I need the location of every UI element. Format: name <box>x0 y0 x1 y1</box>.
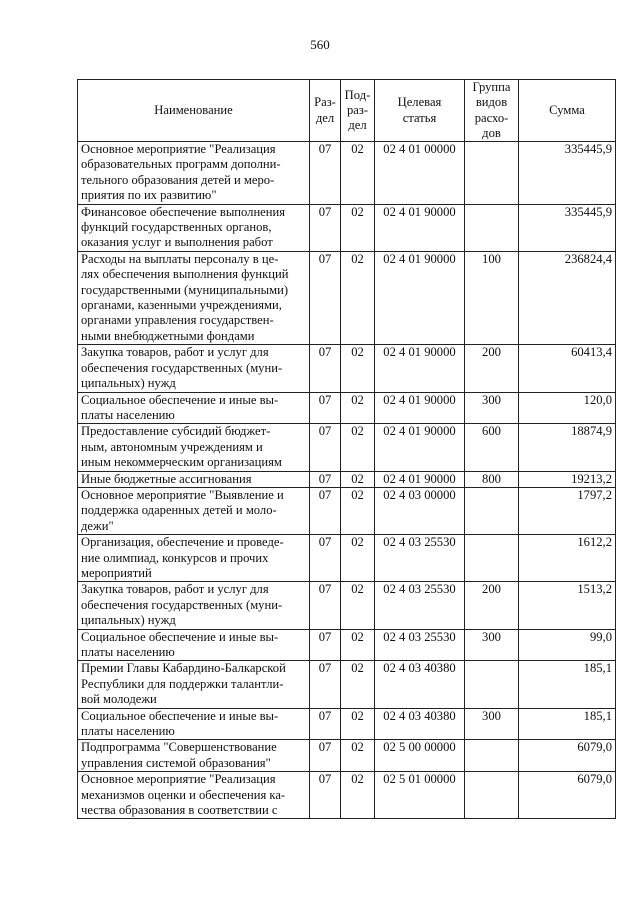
row-subsection: 02 <box>341 471 375 487</box>
table-row <box>78 345 616 392</box>
row-name: Закупка товаров, работ и услуг для обеспечения государственных (муни- ципальных) нужд <box>78 582 310 629</box>
row-section: 07 <box>310 582 341 629</box>
row-article: 02 4 01 90000 <box>375 471 465 487</box>
row-article: 02 4 03 40380 <box>375 708 465 740</box>
header-subsection: Под- раз- дел <box>341 80 375 142</box>
header-sum: Сумма <box>519 80 616 142</box>
row-section: 07 <box>310 204 341 251</box>
row-group: 800 <box>465 471 519 487</box>
row-name: Иные бюджетные ассигнования <box>78 471 310 487</box>
table-header-row <box>78 80 616 142</box>
row-article: 02 4 01 90000 <box>375 345 465 392</box>
row-group: 300 <box>465 392 519 424</box>
row-sum: 185,1 <box>519 708 616 740</box>
row-section: 07 <box>310 708 341 740</box>
table-row <box>78 582 616 629</box>
row-sum: 6079,0 <box>519 740 616 772</box>
row-name: Основное мероприятие "Реализация механизмов оценки и обеспечения ка- чества образования в соответствии с <box>78 772 310 819</box>
row-group: 100 <box>465 251 519 344</box>
row-sum: 19213,2 <box>519 471 616 487</box>
row-group: 300 <box>465 708 519 740</box>
row-section: 07 <box>310 740 341 772</box>
row-subsection: 02 <box>341 251 375 344</box>
row-article: 02 5 00 00000 <box>375 740 465 772</box>
row-section: 07 <box>310 142 341 205</box>
row-subsection: 02 <box>341 424 375 471</box>
row-name: Расходы на выплаты персоналу в це- лях обеспечения выполнения функций государственными (муниципальными) органами, казенными учреждениями, органами управления государствен- ными внебюджетными фондами <box>78 251 310 344</box>
row-subsection: 02 <box>341 142 375 205</box>
row-group <box>465 487 519 534</box>
row-subsection: 02 <box>341 629 375 661</box>
row-subsection: 02 <box>341 661 375 708</box>
row-article: 02 4 01 90000 <box>375 204 465 251</box>
row-sum: 335445,9 <box>519 204 616 251</box>
row-group: 200 <box>465 582 519 629</box>
table-row <box>78 772 616 819</box>
row-article: 02 4 03 40380 <box>375 661 465 708</box>
header-name: Наименование <box>78 80 310 142</box>
row-article: 02 4 03 25530 <box>375 582 465 629</box>
row-name: Организация, обеспечение и проведе- ние олимпиад, конкурсов и прочих мероприятий <box>78 535 310 582</box>
table-row <box>78 204 616 251</box>
table-row <box>78 424 616 471</box>
table-row <box>78 251 616 344</box>
row-name: Основное мероприятие "Реализация образовательных программ дополни- тельного образования детей и меро- приятия по их развитию" <box>78 142 310 205</box>
row-name: Социальное обеспечение и иные вы- платы населению <box>78 392 310 424</box>
row-section: 07 <box>310 345 341 392</box>
row-section: 07 <box>310 424 341 471</box>
row-subsection: 02 <box>341 487 375 534</box>
budget-table <box>77 79 616 819</box>
row-name: Подпрограмма "Совершенствование управления системой образования" <box>78 740 310 772</box>
table-row <box>78 629 616 661</box>
row-article: 02 4 03 25530 <box>375 629 465 661</box>
row-name: Социальное обеспечение и иные вы- платы населению <box>78 708 310 740</box>
table-row <box>78 661 616 708</box>
row-article: 02 4 03 25530 <box>375 535 465 582</box>
row-sum: 120,0 <box>519 392 616 424</box>
row-article: 02 4 01 90000 <box>375 251 465 344</box>
row-sum: 18874,9 <box>519 424 616 471</box>
row-group <box>465 535 519 582</box>
table-body <box>78 142 616 819</box>
row-sum: 1797,2 <box>519 487 616 534</box>
row-group: 600 <box>465 424 519 471</box>
header-group: Группа видов расхо- дов <box>465 80 519 142</box>
table-row <box>78 708 616 740</box>
row-article: 02 4 01 90000 <box>375 424 465 471</box>
table-row <box>78 392 616 424</box>
row-sum: 6079,0 <box>519 772 616 819</box>
row-group: 200 <box>465 345 519 392</box>
table-row <box>78 471 616 487</box>
row-sum: 335445,9 <box>519 142 616 205</box>
row-name: Социальное обеспечение и иные вы- платы населению <box>78 629 310 661</box>
row-subsection: 02 <box>341 740 375 772</box>
table-row <box>78 535 616 582</box>
row-name: Основное мероприятие "Выявление и поддержка одаренных детей и моло- дежи" <box>78 487 310 534</box>
row-name: Премии Главы Кабардино-Балкарской Республики для поддержки талантли- вой молодежи <box>78 661 310 708</box>
row-section: 07 <box>310 629 341 661</box>
row-section: 07 <box>310 251 341 344</box>
row-section: 07 <box>310 487 341 534</box>
row-subsection: 02 <box>341 582 375 629</box>
row-subsection: 02 <box>341 204 375 251</box>
row-name: Закупка товаров, работ и услуг для обеспечения государственных (муни- ципальных) нужд <box>78 345 310 392</box>
row-group <box>465 661 519 708</box>
row-sum: 236824,4 <box>519 251 616 344</box>
row-name: Финансовое обеспечение выполнения функций государственных органов, оказания услуг и выполнения работ <box>78 204 310 251</box>
row-article: 02 5 01 00000 <box>375 772 465 819</box>
row-article: 02 4 03 00000 <box>375 487 465 534</box>
row-article: 02 4 01 00000 <box>375 142 465 205</box>
row-group <box>465 142 519 205</box>
row-sum: 60413,4 <box>519 345 616 392</box>
row-subsection: 02 <box>341 535 375 582</box>
row-group <box>465 772 519 819</box>
row-section: 07 <box>310 661 341 708</box>
row-section: 07 <box>310 772 341 819</box>
row-subsection: 02 <box>341 392 375 424</box>
row-sum: 99,0 <box>519 629 616 661</box>
row-article: 02 4 01 90000 <box>375 392 465 424</box>
row-group <box>465 204 519 251</box>
row-sum: 185,1 <box>519 661 616 708</box>
table-row <box>78 487 616 534</box>
header-section: Раз- дел <box>310 80 341 142</box>
table-row <box>78 740 616 772</box>
table-row <box>78 142 616 205</box>
row-sum: 1513,2 <box>519 582 616 629</box>
row-subsection: 02 <box>341 345 375 392</box>
page-number: 560 <box>310 37 330 52</box>
header-article: Целевая статья <box>375 80 465 142</box>
row-subsection: 02 <box>341 772 375 819</box>
row-subsection: 02 <box>341 708 375 740</box>
row-name: Предоставление субсидий бюджет- ным, автономным учреждениям и иным некоммерческим организациям <box>78 424 310 471</box>
row-sum: 1612,2 <box>519 535 616 582</box>
row-section: 07 <box>310 392 341 424</box>
row-section: 07 <box>310 471 341 487</box>
row-section: 07 <box>310 535 341 582</box>
row-group: 300 <box>465 629 519 661</box>
row-group <box>465 740 519 772</box>
